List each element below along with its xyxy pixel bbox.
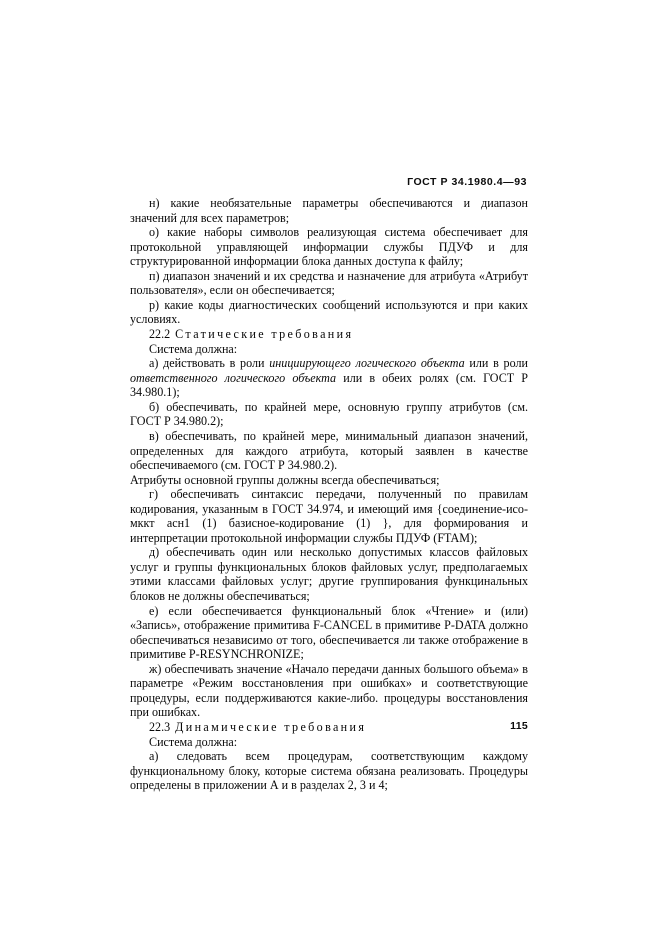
standard-number: ГОСТ Р 34.1980.4—93 [407,176,527,188]
item-a-italic-responder: ответственного логического объекта [130,370,337,385]
item-a-prefix: а) действовать в роли [149,356,270,371]
folio [130,716,528,734]
section-title-22-2: Статические требования [175,326,354,341]
page-number: 115 [510,720,528,732]
list-item-22-2-zh: ж) обеспечивать значение «Начало передачи данных большого объема» в параметре «Режим восстановления при ошибках» и соответствующие процедуры, если поддерживаются какие-либо. процедуры восстановления при ошибках. [130,661,528,720]
item-a-italic-initiator: инициирующего логического объекта [269,356,465,371]
section-title-22-3: Динамические требования [175,719,367,734]
list-item-22-2-d: д) обеспечивать один или несколько допустимых классов файловых услуг и группы функциональных блоков файловых услуг, предполагаемых этими классами файловых услуг; другие группирования функцинальных блоков не должны обеспечиваться; [130,545,528,604]
list-item-r: р) какие коды диагностических сообщений используются и при каких условиях. [130,297,528,327]
list-item-22-2-b: б) обеспечивать, по крайней мере, основную группу атрибутов (см. ГОСТ Р 34.980.2); [130,399,528,429]
section-number-22-3: 22.3 [149,719,171,734]
list-item-22-2-e: е) если обеспечивается функциональный блок «Чтение» и (или) «Запись», отображение примитива F-CANCEL в примитиве P-DATA должно обеспечиваться независимо от того, обеспечивается ли также отображение в примитиве P-RESYNCHRONIZE; [130,603,528,662]
section-heading-22-2 [130,327,528,342]
list-item-o: о) какие наборы символов реализующая система обеспечивает для протокольной управляющей информации службы ПДУФ и для структурированной информации блока данных доступа к файлу; [130,225,528,269]
lead-in-22-2: Система должна: [149,341,238,356]
list-item-n: н) какие необязательные параметры обеспечиваются и диапазон значений для всех параметров; [130,196,528,225]
list-item-22-2-a [130,356,528,400]
text-column [130,196,528,793]
note-22-2: Атрибуты основной группы должны всегда обеспечиваться; [130,472,440,487]
page-header [130,172,527,188]
list-item-22-2-v: в) обеспечивать, по крайней мере, минимальный диапазон значений, определенных для каждого атрибута, который заявлен в качестве обеспечиваемого (см. ГОСТ Р 34.980.2). [130,429,528,473]
list-item-22-3-a: а) следовать всем процедурам, соответствующим каждому функциональному блоку, которые система обязана реализовать. Процедуры определены в приложении А и в разделах 2, 3 и 4; [130,749,528,793]
list-item-22-2-g: г) обеспечивать синтаксис передачи, полученный по правилам кодирования, указанным в ГОСТ 34.974, и имеющий имя {соединение-исо-мккт асн1 (1) базисное-кодирование (1) }, для формирования и интерпретации протокольной информации службы ПДУФ (FTAM); [130,487,528,545]
item-a-suffix: или в обеих ролях (см. ГОСТ Р 34.980.1); [130,370,528,400]
lead-in-22-3: Система должна: [149,734,238,749]
list-item-p: п) диапазон значений и их средства и назначение для атрибута «Атрибут пользователя», если он обеспечивается; [130,268,528,298]
item-a-middle: или в роли [464,356,528,371]
section-number-22-2: 22.2 [149,326,171,341]
